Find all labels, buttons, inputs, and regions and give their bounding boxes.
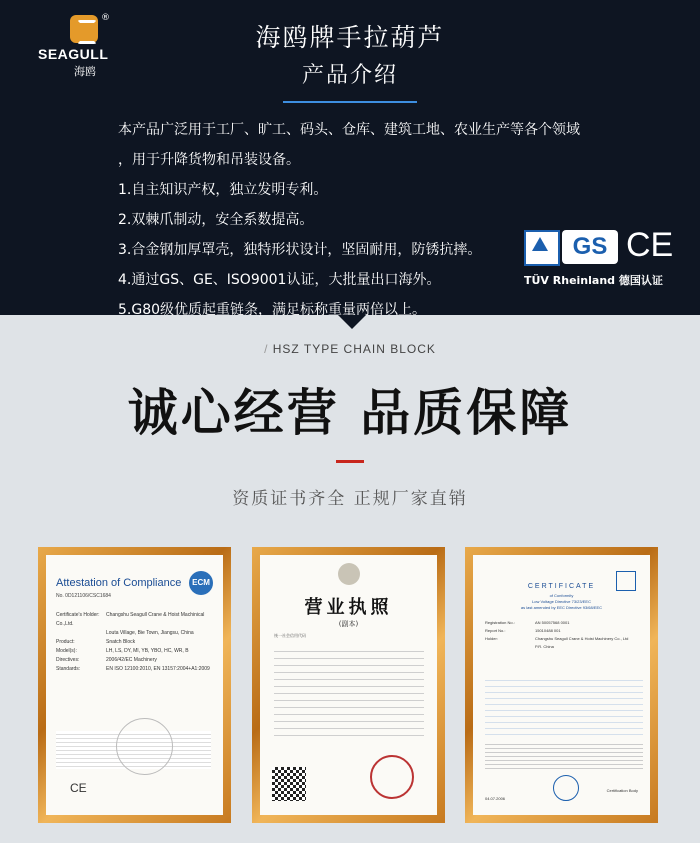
- national-emblem-icon: [338, 563, 360, 585]
- cert-details: [485, 675, 643, 735]
- section-tagline: 资质证书齐全 正规厂家直销: [232, 489, 468, 509]
- cert-rows: [485, 619, 645, 651]
- directive-line: Low Voltage Directive 73/23/EEC: [532, 599, 591, 604]
- logo-text: SEAGULL: [38, 46, 109, 62]
- intro-line: ，用于升降货物和吊装设备。: [118, 152, 300, 168]
- license-copy-label: (副本): [338, 620, 359, 628]
- cert-row: Louta Village, Bie Town, Jiangsu, China: [106, 630, 194, 636]
- official-seal-icon: [370, 755, 414, 799]
- cert-row: Product: Snatch Block: [56, 639, 136, 645]
- intro-text: [118, 115, 638, 325]
- intro-line: 4.通过GS、GE、ISO9001认证，大批量出口海外。: [118, 272, 441, 288]
- compliance-certificate: [46, 555, 223, 815]
- gs-icon: GS: [562, 230, 618, 264]
- title-underline: [283, 101, 417, 103]
- intro-line: 本产品广泛用于工厂、旷工、码头、仓库、建筑工地、农业生产等各个领域: [118, 122, 580, 138]
- intro-line: 5.G80级优质起重链条，满足标称重量两倍以上。: [118, 302, 427, 318]
- cert-rows: [56, 611, 211, 674]
- tuv-icon: [524, 230, 560, 266]
- directive-line: as last amended by EEC Directive 93/68/EEC: [520, 605, 603, 610]
- certificate-frame: [252, 547, 445, 823]
- cert-row: Certificate's Holder: Changshu Seagull Crane & Hoist Machinical Co.,Ltd.: [56, 612, 205, 627]
- subtitle-en-text: HSZ TYPE CHAIN BLOCK: [272, 342, 436, 356]
- tuv-text: TÜV Rheinland 德国认证: [524, 274, 663, 287]
- cert-directives: [473, 593, 650, 611]
- tuv-certificate: [473, 555, 650, 815]
- registered-mark: ®: [101, 13, 110, 23]
- tuv-seal-icon: [553, 775, 579, 801]
- cert-row: Model(s): LH, LS, DY, MI, YB, YBO, HC, WR, B: [56, 648, 189, 654]
- credit-code-label: 统一社会信用代码: [274, 633, 306, 638]
- section-subtitle-en: [0, 342, 700, 356]
- license-title: 营业执照: [304, 597, 393, 618]
- cert-row: Holder: Changshu Seagull Crane & Hoist Machinery Co., Ltd: [485, 636, 629, 641]
- license-fields: [274, 645, 424, 740]
- cert-row: P.R. China: [535, 644, 554, 649]
- cert-title: Attestation of Compliance: [56, 577, 182, 589]
- cert-fine-print: [485, 741, 643, 771]
- cert-row: Standards: EN ISO 12100:2010, EN 13157:2004+A1:2009: [56, 666, 210, 672]
- conformity-label: of Conformity: [549, 593, 574, 598]
- cert-row: Report No.: 15010488 001: [485, 628, 561, 633]
- intro-line: 1.自主知识产权，独立发明专利。: [118, 182, 328, 198]
- slash: /: [264, 342, 269, 356]
- certificate-frame: [465, 547, 658, 823]
- cert-body-label: Certification Body: [606, 788, 638, 793]
- cert-date: 04.07.2006: [485, 796, 506, 801]
- cert-title: CERTIFICATE: [527, 583, 596, 590]
- intro-line: 2.双棘爪制动，安全系数提高。: [118, 212, 314, 228]
- intro-line: 3.合金钢加厚罩壳，独特形状设计，坚固耐用，防锈抗摔。: [118, 242, 482, 258]
- cert-number: No. 0D121106/CSC1684: [56, 593, 111, 599]
- product-title: 海鸥牌手拉葫芦: [255, 23, 445, 52]
- seal-icon: [116, 718, 173, 775]
- ce-mark-icon: CE: [70, 781, 87, 795]
- section-title: 诚心经营 品质保障: [127, 384, 573, 442]
- qr-code-icon: [272, 767, 306, 801]
- logo-cn: 海鸥: [74, 65, 96, 78]
- certificate-frame: [38, 547, 231, 823]
- red-divider: [336, 460, 364, 463]
- ce-icon: CE: [626, 226, 674, 264]
- cert-row: Directives: 2006/42/EC Machinery: [56, 657, 157, 663]
- product-subtitle: 产品介绍: [301, 63, 398, 88]
- cert-row: Registration No.: AN 50057568 0001: [485, 620, 570, 625]
- business-license: [260, 555, 437, 815]
- cert-logos: [524, 226, 674, 290]
- ecm-icon: ECM: [189, 571, 213, 595]
- intro-banner: [0, 0, 700, 318]
